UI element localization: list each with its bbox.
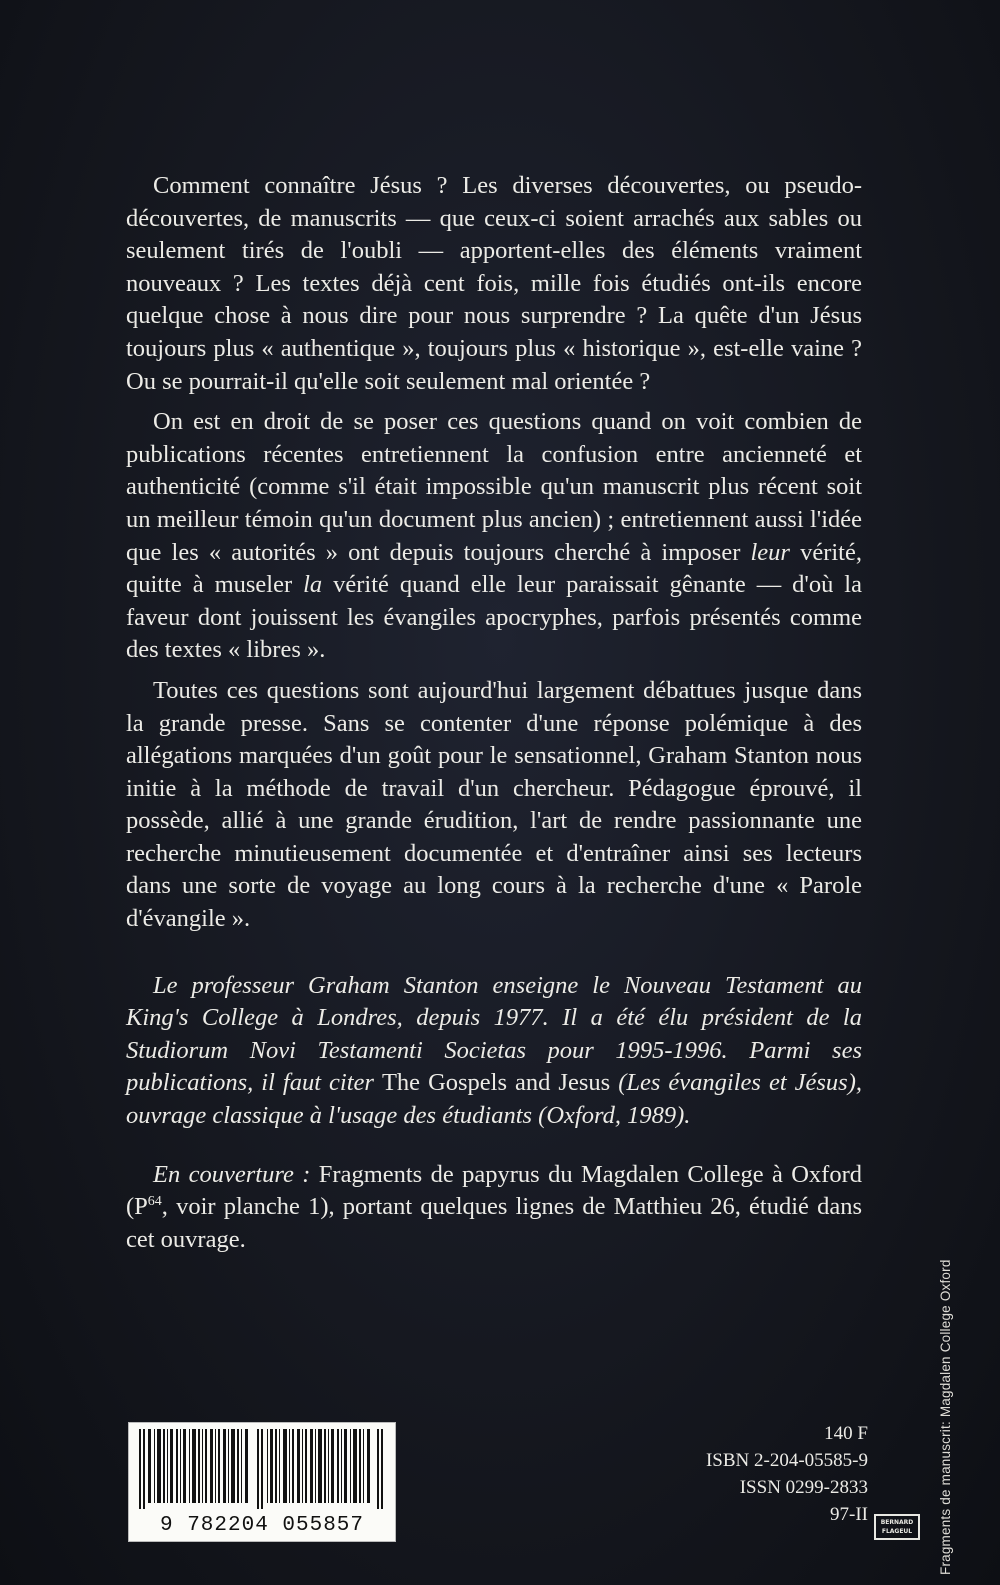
paragraph-intro: Comment connaître Jésus ? Les diverses découvertes, ou pseudo-découvertes, de manuscrits — que ceux-ci soient arrachés aux sables ou seulement tirés de l'oubli — apportent-elles des éléments vraiment nouveaux ? Les textes déjà cent fois, mille fois étudiés ont-ils encore quelque chose à nous dire pour nous surprendre ? La quête d'un Jésus toujours plus « authentique », toujours plus « historique », est-elle vaine ? Ou se pourrait-il qu'elle soit seulement mal orientée ? [126, 172, 862, 395]
papyrus-superscript: 64 [147, 1194, 162, 1210]
issn: ISSN 0299-2833 [739, 1477, 868, 1498]
emphasis-la: la [303, 571, 323, 599]
paragraph-questions-part3: vérité quand elle leur paraissait gênante — d'où la faveur dont jouissent les évangiles apocryphes, parfois présentés comme des textes « libres ». [126, 571, 862, 664]
cover-note-text1: Fragments de papyrus du Magdalen College à Oxford (P [126, 1160, 862, 1221]
barcode [128, 1422, 396, 1542]
logo-line2: FLAGEUL [881, 1528, 913, 1535]
cover-note-label: En couverture : [153, 1160, 311, 1188]
paragraph-questions-part1: On est en droit de se poser ces questions quand on voit combien de publications récentes entretiennent la confusion entre ancienneté et authenticité (comme s'il était impossible qu'un manuscrit plus récent soit un meilleur témoin qu'un document plus ancien) ; entretiennent aussi l'idée que les « autorités » ont depuis toujours cherché à imposer [126, 408, 862, 566]
designer-logo [874, 1514, 920, 1540]
author-bio [126, 970, 862, 1133]
price: 140 F [824, 1423, 868, 1444]
publication-info [706, 1420, 868, 1528]
isbn: ISBN 2-204-05585-9 [705, 1450, 868, 1471]
logo-line1: BERNARD [880, 1519, 914, 1526]
paragraph-author-method: Toutes ces questions sont aujourd'hui largement débattues jusque dans la grande presse. Sans se contenter d'une réponse polémique à des allégations marquées d'un goût pour le sensationnel, Graham Stanton nous initie à la méthode de travail d'un chercheur. Pédagogue éprouvé, il possède, allié à une grande érudition, l'art de rendre passionnante une recherche minutieusement documentée et d'entraîner ainsi ses lecteurs dans une sorte de voyage au long cours à la recherche d'une « Parole d'évangile ». [126, 676, 862, 933]
back-cover-text [126, 170, 862, 1281]
author-bio-text1: Le professeur Graham Stanton enseigne le Nouveau Testament au King's College à Londres, depuis 1977. Il a été élu président de la Studiorum Novi Testamenti Societas pour 1995-1996. Parmi ses publications, il faut citer [126, 971, 862, 1097]
paragraph-questions-part2: vérité, quitte à museler [126, 538, 862, 599]
cover-note [126, 1159, 862, 1257]
cover-note-text2: , voir planche 1), portant quelques lignes de Matthieu 26, étudié dans cet ouvrage. [126, 1193, 862, 1253]
author-bio-text2: (Les évangiles et Jésus), ouvrage classique à l'usage des étudiants (Oxford, 1989). [126, 1069, 862, 1130]
edition-code: 97-II [830, 1504, 868, 1525]
barcode-bars [133, 1429, 391, 1509]
barcode-number: 9 782204 055857 [159, 1514, 365, 1537]
paragraph-questions [126, 406, 862, 667]
image-credit: Fragments de manuscrit: Magdalen College Oxford [938, 1259, 953, 1575]
book-title: The Gospels and Jesus [381, 1069, 611, 1097]
emphasis-leur: leur [750, 538, 790, 566]
